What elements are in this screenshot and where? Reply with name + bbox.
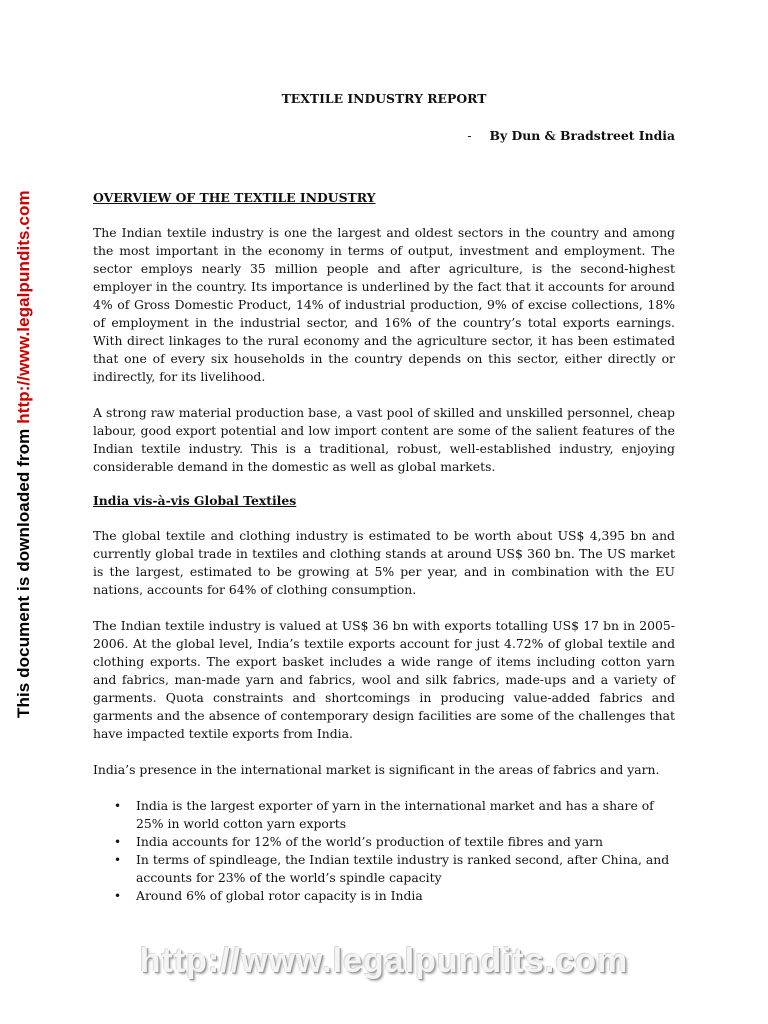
overview-paragraph-1: The Indian textile industry is one the largest and oldest sectors in the country and among the most important in the economy in terms of output, investment and employment. The sector employs nearly 35 million people and after agriculture, is the second-highest employer in the country. Its importance is underlined by the fact that it accounts for around 4% of Gross Domestic Product, 14% of industrial production, 9% of excise collections, 18% of employment in the industrial sector, and 16% of the country’s total exports earnings. With direct linkages to the rural economy and the agriculture sector, it has been estimated that one of every six households in the country depends on this sector, either directly or indirectly, for its livelihood. — [93, 225, 675, 384]
list-item — [93, 851, 675, 887]
global-paragraph-1: The global textile and clothing industry is estimated to be worth about US$ 4,395 bn and currently global trade in textiles and clothing stands at around US$ 360 bn. The US market is the largest, estimated to be growing at 5% per year, and in combination with the EU nations, accounts for 64% of clothing consumption. — [93, 528, 675, 597]
overview-paragraph-2: A strong raw material production base, a vast pool of skilled and unskilled personnel, cheap labour, good export potential and low import content are some of the salient features of the Indian textile industry. This is a traditional, robust, well-established industry, enjoying considerable demand in the domestic as well as global markets. — [93, 405, 675, 474]
list-item-text: Around 6% of global rotor capacity is in India — [136, 888, 423, 903]
list-item — [93, 833, 675, 851]
document-title: TEXTILE INDUSTRY REPORT — [281, 91, 487, 106]
bullet-list — [93, 797, 675, 905]
list-item — [93, 797, 675, 833]
bullet-dot: • — [114, 889, 122, 903]
side-watermark — [14, 190, 34, 718]
list-item — [93, 887, 675, 905]
byline-author: By Dun & Bradstreet India — [489, 128, 675, 143]
global-paragraph-3: India’s presence in the international market is significant in the areas of fabrics and yarn. — [93, 762, 660, 777]
list-item-text: India accounts for 12% of the world’s production of textile fibres and yarn — [136, 834, 604, 849]
list-item-text: India is the largest exporter of yarn in the international market and has a share of 25% in world cotton yarn exports — [136, 798, 654, 831]
bullet-dot: • — [114, 853, 122, 867]
list-item-text: In terms of spindleage, the Indian textile industry is ranked second, after China, and accounts for 23% of the world’s spindle capacity — [136, 852, 670, 885]
bullet-dot: • — [114, 835, 122, 849]
global-paragraph-2: The Indian textile industry is valued at US$ 36 bn with exports totalling US$ 17 bn in 2005-2006. At the global level, India’s textile exports account for just 4.72% of global textile and clothing exports. The export basket includes a wide range of items including cotton yarn and fabrics, man-made yarn and fabrics, wool and silk fabrics, made-ups and a variety of garments. Quota constraints and shortcomings in producing value-added fabrics and garments and the absence of contemporary design facilities are some of the challenges that have impacted textile exports from India. — [93, 618, 675, 741]
subsection-heading: India vis-à-vis Global Textiles — [93, 493, 297, 508]
side-watermark-link[interactable]: http://www.legalpundits.com — [14, 190, 33, 424]
section-heading: OVERVIEW OF THE TEXTILE INDUSTRY — [93, 190, 376, 205]
side-watermark-prefix: This document is downloaded from — [14, 423, 33, 718]
byline-dash: - — [467, 128, 472, 143]
bullet-dot: • — [114, 799, 122, 813]
bottom-watermark: http://www.legalpundits.com — [139, 942, 629, 980]
byline — [93, 127, 675, 145]
document-page — [93, 90, 675, 905]
